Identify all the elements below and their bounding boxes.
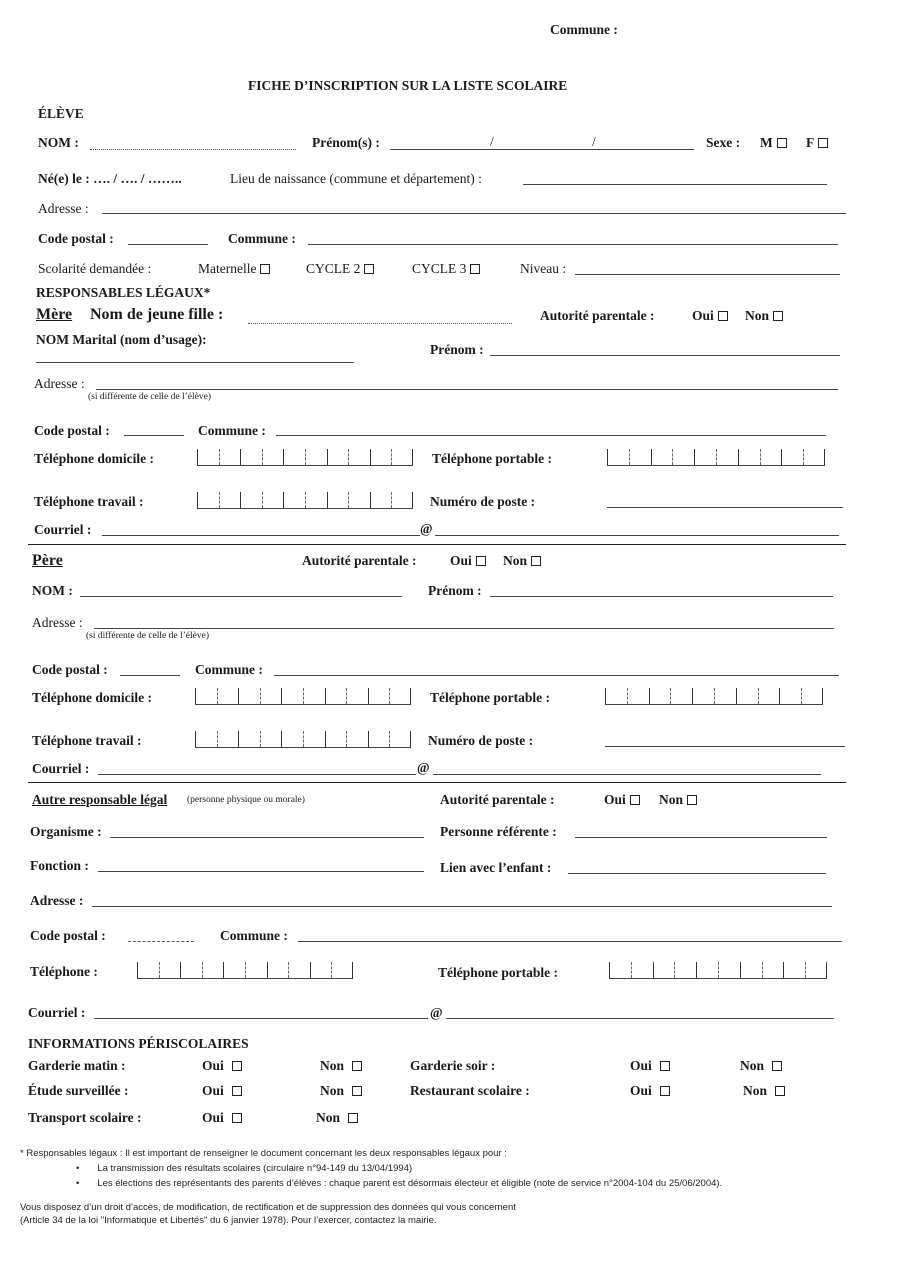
autre-commune-label: Commune :: [220, 928, 288, 943]
autre-courriel-user-field[interactable]: [94, 1018, 428, 1019]
non-label: Non: [659, 792, 684, 807]
etude-oui-checkbox[interactable]: [232, 1086, 242, 1096]
garderie-matin-label: Garderie matin :: [28, 1058, 126, 1073]
restaurant-oui-checkbox[interactable]: [660, 1086, 670, 1096]
pere-autorite-oui[interactable]: [450, 553, 488, 569]
mere-oui-checkbox[interactable]: [718, 311, 728, 321]
transport-oui-checkbox[interactable]: [232, 1113, 242, 1123]
mere-adresse-note: (si différente de celle de l’élève): [88, 392, 211, 402]
sexe-f-label: F: [806, 135, 815, 150]
pere-adresse-field[interactable]: [94, 628, 834, 629]
garderie-soir-non-checkbox[interactable]: [772, 1061, 782, 1071]
eleve-sexe-label: Sexe :: [706, 135, 741, 150]
autre-adresse-field[interactable]: [92, 906, 832, 907]
sexe-f-checkbox[interactable]: [818, 138, 828, 148]
mere-nommarital-label: NOM Marital (nom d’usage):: [36, 332, 207, 347]
autre-at-sign: @: [430, 1005, 443, 1020]
garderie-soir-oui-checkbox[interactable]: [660, 1061, 670, 1071]
mere-prenom-field[interactable]: [490, 355, 840, 356]
eleve-cp-label: Code postal :: [38, 231, 114, 246]
pere-prenom-label: Prénom :: [428, 583, 482, 598]
pere-teltrav-field[interactable]: [195, 729, 411, 748]
maternelle-option[interactable]: [198, 261, 272, 277]
mere-nommarital-field[interactable]: [36, 362, 354, 363]
scolarite-label: Scolarité demandée :: [38, 261, 152, 276]
cycle2-option[interactable]: [306, 261, 376, 277]
garderie-matin-non-checkbox[interactable]: [352, 1061, 362, 1071]
mere-poste-field[interactable]: [607, 507, 843, 508]
footer-bullet: [76, 1163, 412, 1174]
pere-telport-field[interactable]: [605, 686, 823, 705]
footer-note: * Responsables légaux : Il est important de renseigner le document concernant les deux responsables légaux pour :: [20, 1148, 507, 1159]
pere-teltrav-label: Téléphone travail :: [32, 733, 142, 748]
footer-bullet-text: Les élections des représentants des parents d’élèves : chaque parent est désormais électeur et éligible (note de service n°2004-104 du 25/06/2004).: [97, 1178, 723, 1189]
transport-non-checkbox[interactable]: [348, 1113, 358, 1123]
oui-label: Oui: [604, 792, 626, 807]
pere-courriel-domain-field[interactable]: [433, 774, 821, 775]
pere-courriel-user-field[interactable]: [98, 774, 416, 775]
mere-cp-field[interactable]: [124, 435, 184, 436]
pere-telport-label: Téléphone portable :: [430, 690, 550, 705]
pere-adresse-note: (si différente de celle de l’élève): [86, 631, 209, 641]
autre-cp-label: Code postal :: [30, 928, 106, 943]
eleve-commune-field[interactable]: [308, 244, 838, 245]
autre-lien-label: Lien avec l’enfant :: [440, 860, 552, 875]
commune-label: Commune :: [550, 22, 618, 37]
mere-nomjf-field[interactable]: [248, 323, 512, 324]
mere-at-sign: @: [420, 521, 433, 536]
footer-rights-line1: Vous disposez d’un droit d’accès, de modification, de rectification et de suppression des données qui vous concernent: [20, 1202, 516, 1213]
mere-telport-label: Téléphone portable :: [432, 451, 552, 466]
garderie-matin-non[interactable]: [320, 1058, 364, 1074]
pere-oui-checkbox[interactable]: [476, 556, 486, 566]
autre-organisme-field[interactable]: [110, 837, 424, 838]
non-label: Non: [316, 1110, 341, 1125]
cycle3-label: CYCLE 3: [412, 261, 467, 276]
mere-cp-label: Code postal :: [34, 423, 110, 438]
pere-commune-field[interactable]: [274, 675, 839, 676]
etude-label: Étude surveillée :: [28, 1083, 129, 1098]
mere-commune-field[interactable]: [276, 435, 826, 436]
autre-telport-field[interactable]: [609, 960, 827, 979]
autre-lien-field[interactable]: [568, 873, 826, 874]
non-label: Non: [740, 1058, 765, 1073]
cycle2-checkbox[interactable]: [364, 264, 374, 274]
pere-courriel-label: Courriel :: [32, 761, 90, 776]
pere-autorite-non[interactable]: [503, 553, 543, 569]
etude-oui[interactable]: [202, 1083, 244, 1099]
mere-autorite-oui[interactable]: [692, 308, 730, 324]
pere-teldom-label: Téléphone domicile :: [32, 690, 152, 705]
eleve-lieu-label: Lieu de naissance (commune et département) :: [230, 171, 482, 186]
pere-prenom-field[interactable]: [490, 596, 833, 597]
eleve-cp-field[interactable]: [128, 244, 208, 245]
pere-non-checkbox[interactable]: [531, 556, 541, 566]
non-label: Non: [320, 1058, 345, 1073]
oui-label: Oui: [450, 553, 472, 568]
pere-at-sign: @: [417, 760, 430, 775]
eleve-nom-field[interactable]: [90, 149, 296, 150]
autre-personne-field[interactable]: [575, 837, 827, 838]
pere-nom-label: NOM :: [32, 583, 73, 598]
garderie-soir-non[interactable]: [740, 1058, 784, 1074]
etude-non-checkbox[interactable]: [352, 1086, 362, 1096]
oui-label: Oui: [630, 1058, 652, 1073]
footer-bullet-text: La transmission des résultats scolaires (circulaire n°94-149 du 13/04/1994): [97, 1163, 413, 1174]
eleve-prenoms-label: Prénom(s) :: [312, 135, 380, 150]
garderie-matin-oui[interactable]: [202, 1058, 244, 1074]
pere-nom-field[interactable]: [80, 596, 402, 597]
mere-adresse-label: Adresse :: [34, 376, 85, 391]
mere-adresse-field[interactable]: [96, 389, 838, 390]
pere-adresse-label: Adresse :: [32, 615, 83, 630]
pere-cp-label: Code postal :: [32, 662, 108, 677]
sexe-m-option[interactable]: [760, 135, 789, 151]
mere-courriel-user-field[interactable]: [102, 535, 420, 536]
eleve-adresse-label: Adresse :: [38, 201, 89, 216]
mere-poste-label: Numéro de poste :: [430, 494, 536, 509]
autre-autorite-non[interactable]: [659, 792, 699, 808]
maternelle-checkbox[interactable]: [260, 264, 270, 274]
bullet-icon: •: [76, 1178, 80, 1189]
non-label: Non: [320, 1083, 345, 1098]
transport-oui[interactable]: [202, 1110, 244, 1126]
mere-prenom-label: Prénom :: [430, 342, 484, 357]
section-divider: [28, 782, 846, 783]
oui-label: Oui: [202, 1058, 224, 1073]
autre-adresse-label: Adresse :: [30, 893, 84, 908]
autre-non-checkbox[interactable]: [687, 795, 697, 805]
section-divider: [28, 544, 846, 545]
autre-cp-field[interactable]: [128, 941, 194, 942]
sexe-m-checkbox[interactable]: [777, 138, 787, 148]
etude-non[interactable]: [320, 1083, 364, 1099]
non-label: Non: [745, 308, 770, 323]
niveau-label: Niveau :: [520, 261, 567, 276]
prenom-separator: /: [592, 134, 596, 149]
autre-tel-label: Téléphone :: [30, 964, 98, 979]
periscolaire-heading: INFORMATIONS PÉRISCOLAIRES: [28, 1036, 249, 1051]
non-label: Non: [503, 553, 528, 568]
oui-label: Oui: [630, 1083, 652, 1098]
responsables-heading: RESPONSABLES LÉGAUX*: [36, 285, 211, 300]
mere-teldom-field[interactable]: [197, 447, 413, 466]
non-label: Non: [743, 1083, 768, 1098]
autre-courriel-domain-field[interactable]: [446, 1018, 834, 1019]
pere-cp-field[interactable]: [120, 675, 180, 676]
autre-oui-checkbox[interactable]: [630, 795, 640, 805]
restaurant-oui[interactable]: [630, 1083, 672, 1099]
sexe-m-label: M: [760, 135, 773, 150]
pere-poste-label: Numéro de poste :: [428, 733, 534, 748]
restaurant-non[interactable]: [743, 1083, 787, 1099]
mere-courriel-label: Courriel :: [34, 522, 92, 537]
mere-heading: Mère: [36, 306, 73, 323]
eleve-naissance-date[interactable]: Né(e) le : …. / …. / ……..: [38, 171, 182, 186]
mere-teltrav-field[interactable]: [197, 490, 413, 509]
autre-autorite-oui[interactable]: [604, 792, 642, 808]
transport-label: Transport scolaire :: [28, 1110, 142, 1125]
eleve-adresse-field[interactable]: [102, 213, 846, 214]
mere-autorite-non[interactable]: [745, 308, 785, 324]
autre-heading: Autre responsable légal: [32, 792, 168, 807]
pere-poste-field[interactable]: [605, 746, 845, 747]
oui-label: Oui: [202, 1110, 224, 1125]
footer-rights-line2: (Article 34 de la loi "Informatique et Libertés" du 6 janvier 1978). Pour l’exercer, contactez la mairie.: [20, 1215, 437, 1226]
mere-nomjf-label: Nom de jeune fille :: [90, 306, 224, 323]
footer-bullet: [76, 1178, 722, 1189]
pere-commune-label: Commune :: [195, 662, 263, 677]
mere-teldom-label: Téléphone domicile :: [34, 451, 154, 466]
autre-autorite-label: Autorité parentale :: [440, 792, 555, 807]
eleve-nom-label: NOM :: [38, 135, 79, 150]
autre-personne-label: Personne référente :: [440, 824, 557, 839]
eleve-lieu-field[interactable]: [523, 184, 827, 185]
mere-autorite-label: Autorité parentale :: [540, 308, 655, 323]
pere-autorite-label: Autorité parentale :: [302, 553, 417, 568]
mere-telport-field[interactable]: [607, 447, 825, 466]
autre-tel-field[interactable]: [137, 960, 353, 979]
pere-heading: Père: [32, 552, 63, 569]
autre-courriel-label: Courriel :: [28, 1005, 86, 1020]
autre-commune-field[interactable]: [298, 941, 842, 942]
prenom-separator: /: [490, 134, 494, 149]
transport-non[interactable]: [316, 1110, 360, 1126]
oui-label: Oui: [202, 1083, 224, 1098]
oui-label: Oui: [692, 308, 714, 323]
mere-teltrav-label: Téléphone travail :: [34, 494, 144, 509]
niveau-field[interactable]: [575, 274, 840, 275]
mere-non-checkbox[interactable]: [773, 311, 783, 321]
restaurant-non-checkbox[interactable]: [775, 1086, 785, 1096]
eleve-prenoms-field[interactable]: [390, 149, 694, 150]
autre-heading-note: (personne physique ou morale): [187, 795, 305, 805]
sexe-f-option[interactable]: [806, 135, 830, 151]
autre-telport-label: Téléphone portable :: [438, 965, 558, 980]
autre-fonction-label: Fonction :: [30, 858, 89, 873]
maternelle-label: Maternelle: [198, 261, 257, 276]
garderie-matin-oui-checkbox[interactable]: [232, 1061, 242, 1071]
cycle3-checkbox[interactable]: [470, 264, 480, 274]
eleve-heading: ÉLÈVE: [38, 106, 84, 121]
restaurant-label: Restaurant scolaire :: [410, 1083, 530, 1098]
autre-fonction-field[interactable]: [98, 871, 424, 872]
mere-commune-label: Commune :: [198, 423, 266, 438]
cycle3-option[interactable]: [412, 261, 482, 277]
pere-teldom-field[interactable]: [195, 686, 411, 705]
form-title: FICHE D’INSCRIPTION SUR LA LISTE SCOLAIRE: [248, 78, 568, 93]
bullet-icon: •: [76, 1163, 80, 1174]
eleve-commune-label: Commune :: [228, 231, 296, 246]
garderie-soir-oui[interactable]: [630, 1058, 672, 1074]
garderie-soir-label: Garderie soir :: [410, 1058, 496, 1073]
mere-courriel-domain-field[interactable]: [435, 535, 839, 536]
autre-organisme-label: Organisme :: [30, 824, 102, 839]
cycle2-label: CYCLE 2: [306, 261, 361, 276]
